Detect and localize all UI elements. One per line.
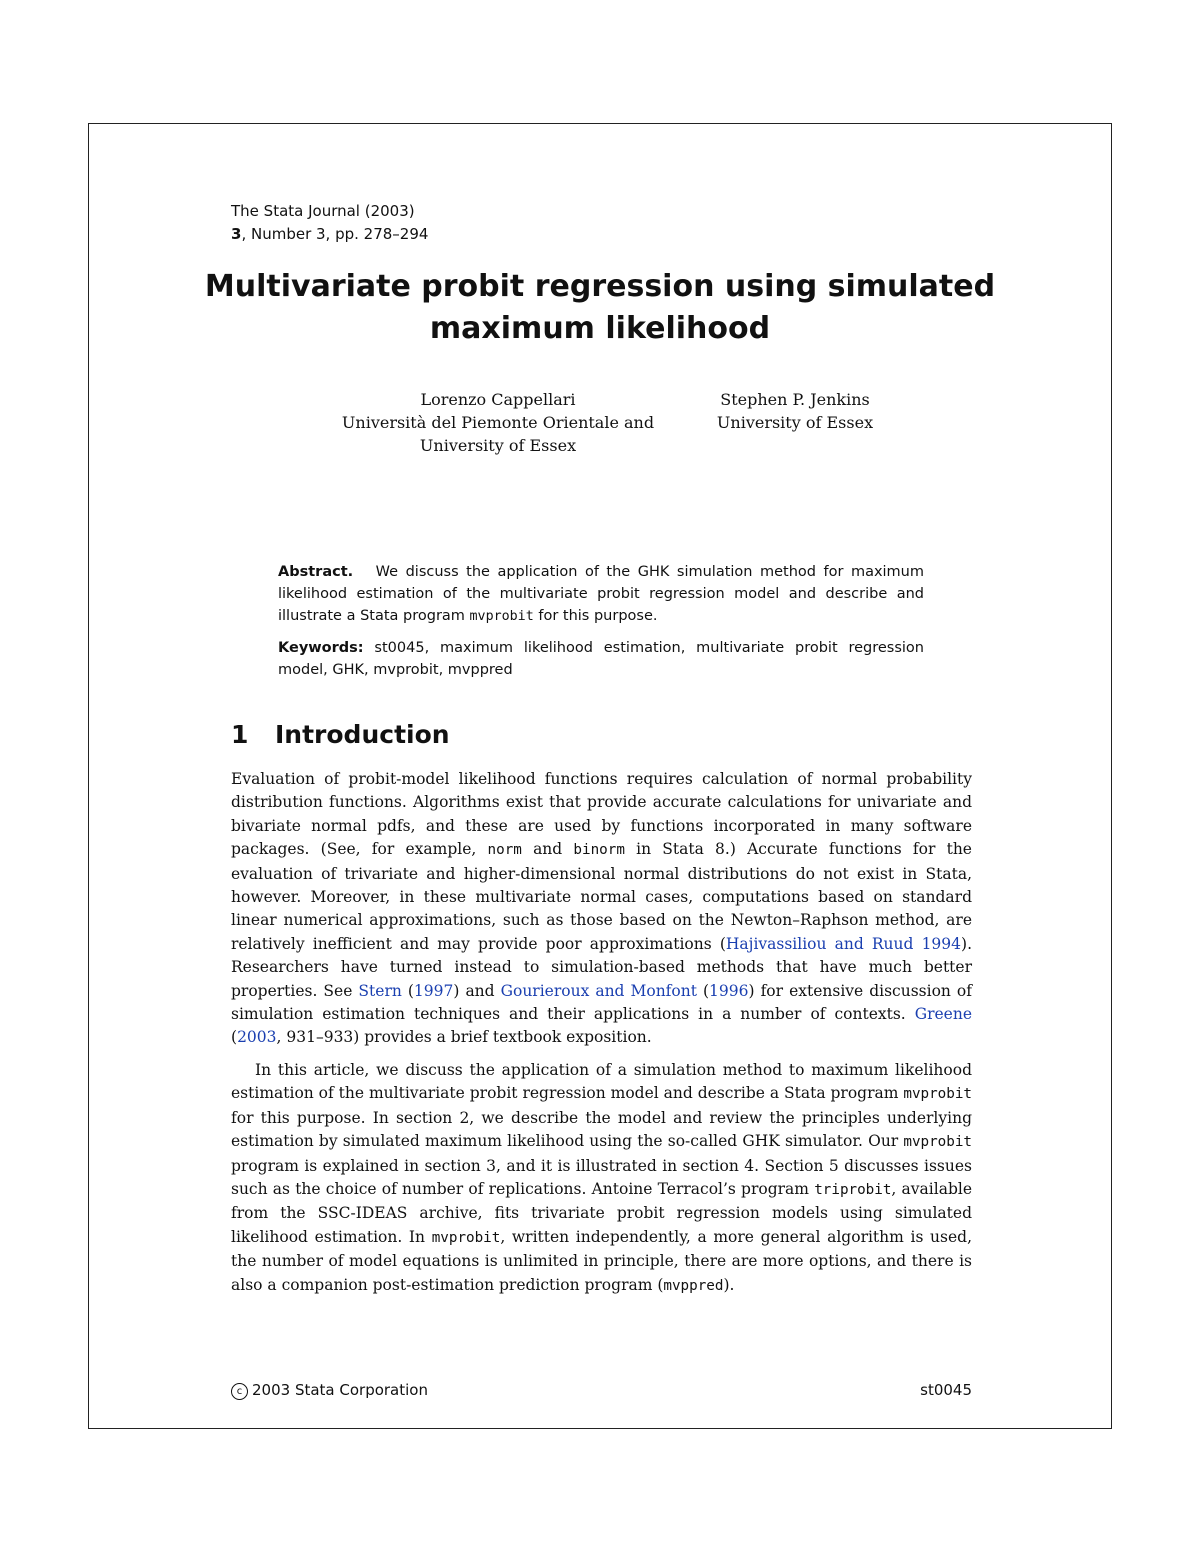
- abstract: [278, 561, 924, 690]
- author-name: Lorenzo Cappellari: [420, 390, 576, 409]
- author-affiliation: Università del Piemonte Orientale and: [341, 413, 655, 432]
- journal-header: [231, 200, 428, 246]
- author-affiliation: University of Essex: [716, 413, 874, 432]
- copyright-icon: c: [231, 1383, 248, 1400]
- author-1: [318, 388, 678, 457]
- author-2: [690, 388, 900, 434]
- paper-title: Multivariate probit regression using simulated maximum likelihood: [204, 269, 996, 346]
- citation-link[interactable]: 1997: [413, 981, 454, 1000]
- citation-link[interactable]: Stern: [358, 981, 402, 1000]
- citation-link[interactable]: Hajivassiliou and Ruud 1994: [725, 934, 962, 953]
- paragraph: In this article, we discuss the application of a simulation method to maximum likelihood estimation of the multivariate probit regression model and describe a Stata program mvprobit for this purpose. In section 2, we describe the model and review the principles underlying estimation by simulated maximum likelihood using the so-called GHK simulator. Our mvprobit program is explained in section 3, and it is illustrated in section 4. Section 5 discusses issues such as the choice of number of replications. Antoine Terracol’s program triprobit, available from the SSC-IDEAS archive, fits trivariate probit regression models using simulated likelihood estimation. In mvprobit, written independently, a more general algorithm is used, the number of model equations is unlimited in principle, there are more options, and there is also a companion post-estimation prediction program (mvppred).: [231, 1060, 973, 1294]
- journal-issue: 3, Number 3, pp. 278–294: [231, 225, 429, 243]
- abstract-text: Abstract. We discuss the application of the GHK simulation method for maximum likelihood estimation of the multivariate probit regression model and describe and illustrate a Stata program mvprobit for this purpose.: [278, 564, 925, 624]
- keywords: Keywords: st0045, maximum likelihood estimation, multivariate probit regression model, GHK, mvprobit, mvppred: [278, 640, 924, 678]
- author-name: Stephen P. Jenkins: [720, 390, 870, 409]
- footer-copyright: c 2003 Stata Corporation: [231, 1380, 428, 1400]
- citation-link[interactable]: 1996: [709, 981, 749, 1000]
- body-text: [231, 768, 972, 1307]
- citation-link[interactable]: Greene: [914, 1005, 972, 1024]
- footer-article-code: st0045: [920, 1381, 972, 1399]
- author-affiliation: University of Essex: [419, 436, 577, 455]
- citation-link[interactable]: 2003: [237, 1028, 277, 1047]
- journal-name: The Stata Journal (2003): [231, 202, 415, 220]
- section-heading: 1 Introduction: [231, 720, 450, 749]
- paragraph: Evaluation of probit-model likelihood functions requires calculation of normal probability distribution functions. Algorithms exist that provide accurate calculations for univariate and bivariate normal pdfs, and these are used by functions incorporated in many software packages. (See, for example, norm and binorm in Stata 8.) Accurate functions for the evaluation of trivariate and higher-dimensional normal distributions do not exist in Stata, however. Moreover, in these multivariate normal cases, computations based on standard linear numerical approximations, such as those based on the Newton–Raphson method, are relatively inefficient and may provide poor approximations (Hajivassiliou and Ruud 1994). Researchers have turned instead to simulation-based methods that have much better properties. See Stern (1997) and Gourieroux and Monfont (1996) for extensive discussion of simulation estimation techniques and their applications in a number of contexts. Greene (2003, 931–933) provides a brief textbook exposition.: [231, 770, 972, 1047]
- citation-link[interactable]: Gourieroux and Monfont: [500, 981, 697, 1000]
